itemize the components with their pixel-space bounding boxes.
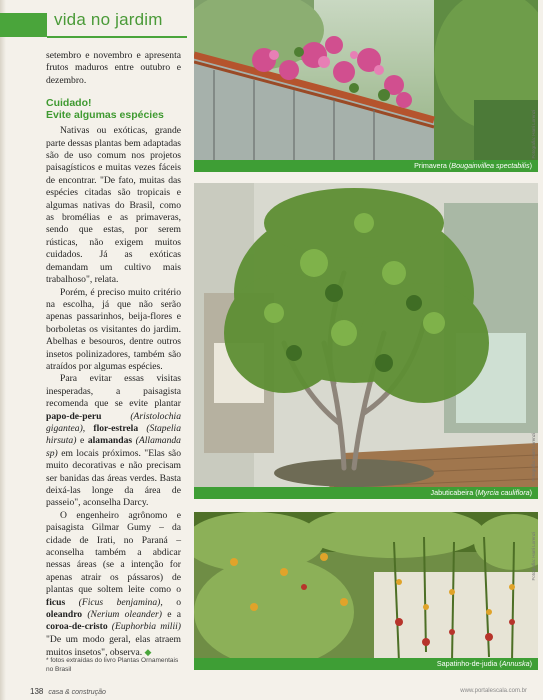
text-run: O engenheiro agrônomo e paisagista Gilmar Gumy – da cidade de Irati, no Paraná – aconselha também a abdicar nessas áreas (se a intenção for apenas atrair os pássaros) de plantas que soltem leite como o bbox=[46, 509, 181, 596]
page-number: 138 bbox=[30, 687, 44, 696]
article-paragraph: setembro e novembro e apresenta frutos maduros entre outubro e dezembro. bbox=[46, 50, 181, 86]
plant-name: ficus bbox=[46, 596, 66, 608]
article-paragraph: Porém, é preciso muito critério na escolha, já que não serão apenas passarinhos, beija-flores e borboletas os visitantes do jardim. Abelhas e besouros, dentre outros insetos polinizadores, também são atraídos por algumas espécies. bbox=[46, 286, 181, 372]
section-title: vida no jardim bbox=[54, 10, 163, 29]
caption-common-name: Primavera bbox=[414, 161, 447, 170]
photo-caption: Primavera (Bougainvillea spectabilis) bbox=[194, 160, 538, 172]
photo-jabuticabeira bbox=[194, 183, 538, 499]
caption-scientific-name: Annuska bbox=[501, 659, 530, 668]
plant-name: coroa-de-cristo bbox=[46, 621, 108, 633]
caption-scientific-name: Myrcia cauliflora bbox=[477, 488, 530, 497]
article-subheading bbox=[46, 97, 181, 121]
photo-caption: Sapatinho-de-judia (Annuska) bbox=[194, 658, 538, 670]
plant-scientific-name: (Stapelia hirsuta) bbox=[46, 422, 181, 447]
subheading-line-2: Evite algumas espécies bbox=[46, 109, 164, 122]
photo-source-footnote: * fotos extraídas do livro Plantas Ornamentais no Brasil bbox=[46, 657, 179, 673]
subheading-line-1: Cuidado! bbox=[46, 97, 92, 110]
text-run: e a bbox=[161, 609, 181, 621]
text-run: , o bbox=[160, 596, 181, 608]
article-paragraph bbox=[46, 510, 181, 660]
photo-jabuticabeira-image bbox=[194, 183, 538, 499]
magazine-name: casa & construção bbox=[48, 689, 106, 696]
website-url: www.portalescala.com.br bbox=[460, 688, 527, 694]
article-paragraph: Nativas ou exóticas, grande parte dessas plantas bem adaptadas são de uso comum nos projetos paisagísticos e muitas vezes fáceis de encontrar. "De fato, muitas das espécies citadas são tropicais e algumas nativas do Brasil, como as bromélias e as primaveras, sendo que estas, por serem rústicas, não exigem muitos cuidados. Já as exóticas demandam um cultivo mais trabalhoso", relata. bbox=[46, 125, 181, 286]
section-rule bbox=[47, 36, 187, 38]
page-footer bbox=[30, 687, 106, 696]
photo-caption: Jabuticabeira (Myrcia cauliflora) bbox=[194, 487, 538, 499]
caption-common-name: Jabuticabeira bbox=[430, 488, 474, 497]
plant-scientific-name: (Euphorbia milii) bbox=[107, 621, 181, 633]
photo-credit: Fotografia: Harri Lorenzi bbox=[531, 110, 536, 159]
plant-name: alamandas bbox=[87, 435, 133, 447]
photo-credit: Fotografia: Harri Lorenzi bbox=[531, 433, 536, 482]
text-run: "De um modo geral, elas atraem muitos insetos", observa. bbox=[46, 633, 181, 659]
photo-credit: Fotografia: Harri Lorenzi bbox=[531, 532, 536, 581]
text-run: e bbox=[79, 435, 88, 447]
plant-name: flor-estrela bbox=[93, 422, 139, 434]
caption-scientific-name: Bougainvillea spectabilis bbox=[451, 161, 530, 170]
photo-sapatinho-image bbox=[194, 512, 538, 670]
plant-scientific-name: (Aristolochia gigantea), bbox=[46, 410, 181, 434]
page-gutter-shadow bbox=[0, 0, 6, 700]
plant-scientific-name: (Nerium oleander) bbox=[82, 609, 162, 621]
plant-scientific-name: (Ficus benjamina) bbox=[65, 596, 161, 608]
plant-name: papo-de-peru bbox=[46, 410, 102, 422]
caption-common-name: Sapatinho-de-judia bbox=[436, 659, 498, 668]
article-column bbox=[46, 50, 181, 660]
article-paragraph bbox=[46, 373, 181, 509]
end-of-article-mark: ◆ bbox=[144, 647, 152, 658]
text-run: Para evitar essas visitas inesperadas, a paisagista recomenda que se evite plantar bbox=[46, 373, 181, 410]
photo-primavera-image bbox=[194, 0, 538, 172]
photo-sapatinho bbox=[194, 512, 538, 670]
photo-primavera bbox=[194, 0, 538, 172]
plant-name: oleandro bbox=[46, 609, 83, 621]
text-run: em locais próximos. "Elas são muito decorativas e não precisam ser banidas das áreas verdes. Basta deixá-las longe da área de passeio", aconselha Darcy. bbox=[46, 447, 181, 509]
section-tab bbox=[0, 13, 47, 37]
plant-scientific-name: (Allamanda sp) bbox=[46, 435, 181, 459]
